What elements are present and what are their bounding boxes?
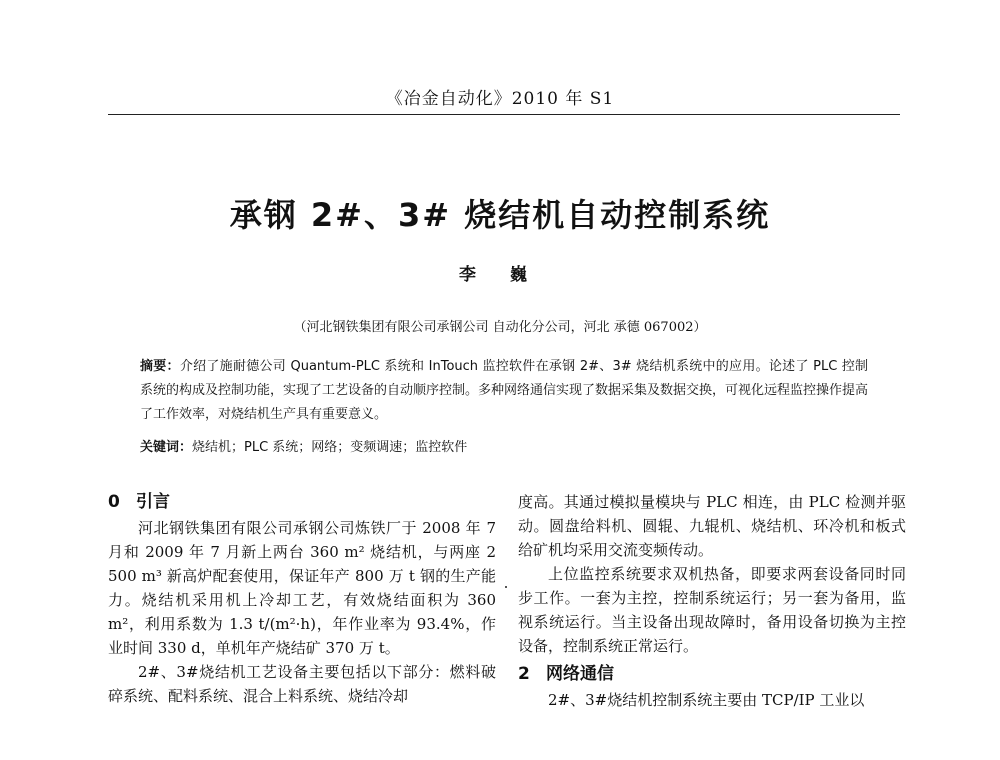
section-heading-intro	[108, 490, 496, 514]
section-title: 网络通信	[546, 664, 614, 684]
header-rule	[108, 114, 900, 115]
section-number: 0	[108, 492, 120, 512]
keywords-text: 烧结机；PLC 系统；网络；变频调速；监控软件	[192, 440, 468, 455]
network-paragraph-1: 2#、3#烧结机控制系统主要由 TCP/IP 工业以	[548, 691, 865, 709]
right-paragraph-2: 上位监控系统要求双机热备，即要求两套设备同时同步工作。一套为主控，控制系统运行；另一套为备用，监视系统运行。当主设备出现故障时，备用设备切换为主控设备，控制系统正常运行。	[518, 565, 906, 655]
scan-dot	[505, 586, 507, 588]
section-heading-network	[518, 662, 906, 686]
intro-paragraph-1: 河北钢铁集团有限公司承钢公司炼铁厂于 2008 年 7 月和 2009 年 7 月新上两台 360 m² 烧结机，与两座 2 500 m³ 新高炉配套使用，保证年产 800 万 t 钢的生产能力。烧结机采用机上冷却工艺，有效烧结面积为 360 m²，利用系数为 1.3 t/(m²·h)，年作业率为 93.4%，作业时间 330 d，单机年产烧结矿 370 万 t。	[108, 519, 496, 657]
paper-title: 承钢 2#、3# 烧结机自动控制系统	[229, 196, 771, 234]
keywords	[140, 436, 868, 455]
abstract	[140, 355, 868, 427]
running-head: 《冶金自动化》2010 年 S1	[385, 89, 615, 109]
affiliation: （河北钢铁集团有限公司承钢公司 自动化分公司，河北 承德 067002）	[293, 320, 707, 335]
section-number: 2	[518, 664, 530, 684]
abstract-label: 摘要：	[140, 359, 180, 374]
intro-paragraph-2: 2#、3#烧结机工艺设备主要包括以下部分：燃料破碎系统、配料系统、混合上料系统、烧结冷却	[108, 663, 496, 705]
right-paragraph-1: 度高。其通过模拟量模块与 PLC 相连，由 PLC 检测并驱动。圆盘给料机、圆辊、九辊机、烧结机、环冷机和板式给矿机均采用交流变频传动。	[518, 493, 906, 559]
left-column	[108, 490, 496, 708]
keywords-label: 关键词：	[140, 440, 193, 455]
right-column	[518, 490, 906, 712]
author: 李 巍	[459, 265, 541, 285]
abstract-text: 介绍了施耐德公司 Quantum-PLC 系统和 InTouch 监控软件在承钢 2#、3# 烧结机系统中的应用。论述了 PLC 控制系统的构成及控制功能，实现了工艺设备的自动顺序控制。多种网络通信实现了数据采集及数据交换，可视化远程监控操作提高了工作效率，对烧结机生产具有重要意义。	[140, 359, 869, 422]
section-title: 引言	[136, 492, 170, 512]
